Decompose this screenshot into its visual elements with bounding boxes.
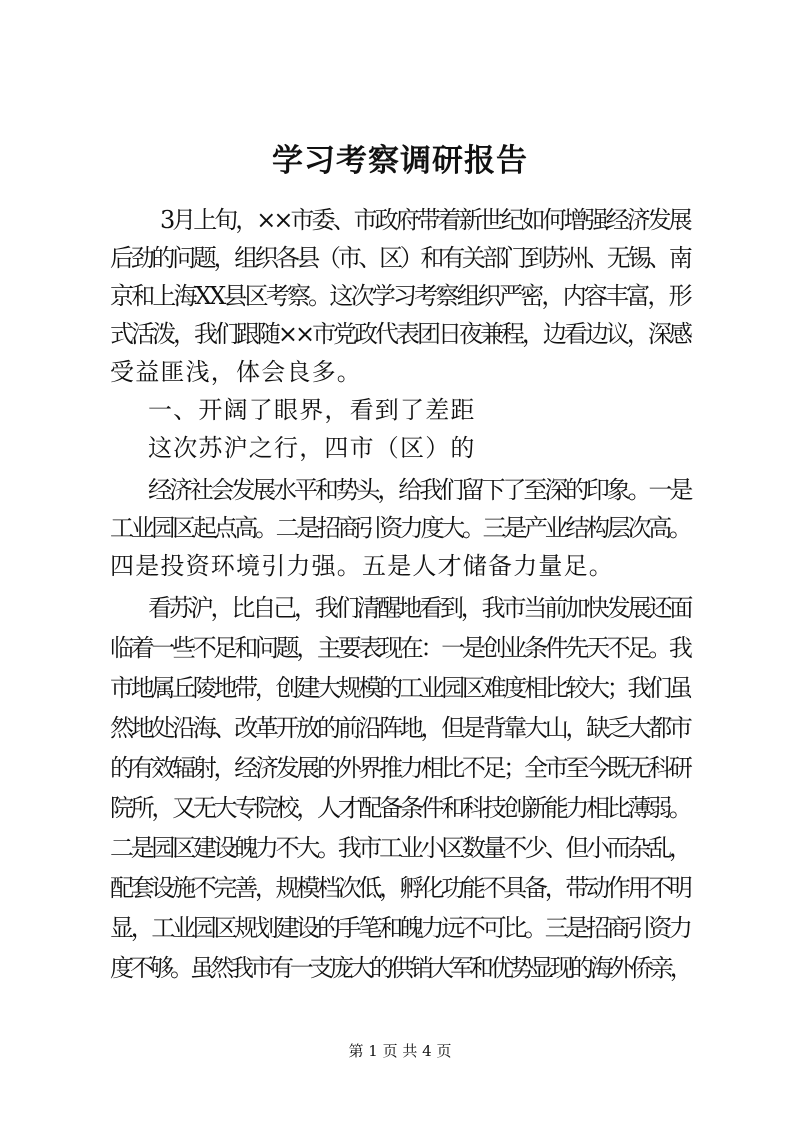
paragraph-line: 度不够。虽然我市有一支庞大的供销大军和优势显现的海外侨亲， [110, 954, 690, 982]
paragraph-line: 这次苏沪之行，四市（区）的 [148, 434, 476, 462]
section-heading: 一、开阔了眼界，看到了差距 [148, 396, 476, 424]
paragraph-line: 式活泼，我们跟随××市党政代表团日夜兼程，边看边议，深感 [110, 320, 690, 348]
paragraph-line: 二是园区建设魄力不大。我市工业小区数量不少、但小而杂乱， [110, 834, 690, 862]
paragraph-line: 配套设施不完善，规模档次低，孵化功能不具备，带动作用不明 [110, 874, 690, 902]
paragraph-line: 看苏沪，比自己，我们清醒地看到，我市当前加快发展还面 [148, 594, 691, 622]
paragraph-line: 后劲的问题，组织各县（市、区）和有关部门到苏州、无锡、南 [110, 244, 690, 272]
paragraph-line: 然地处沿海、改革开放的前沿阵地，但是背靠大山，缺乏大都市 [110, 714, 690, 742]
paragraph-line: 显，工业园区规划建设的手笔和魄力远不可比。三是招商引资力 [110, 914, 690, 942]
paragraph-line: 受益匪浅，体会良多。 [110, 358, 362, 386]
paragraph-line: 京和上海XX县区考察。这次学习考察组织严密，内容丰富，形 [110, 282, 690, 310]
paragraph-line: 3月上旬，××市委、市政府带着新世纪如何增强经济发展 [160, 206, 690, 234]
paragraph-line: 院所，又无大专院校，人才配备条件和科技创新能力相比薄弱。 [110, 794, 690, 822]
paragraph-line: 经济社会发展水平和势头，给我们留下了至深的印象。一是 [148, 476, 691, 504]
document-title: 学习考察调研报告 [272, 143, 528, 179]
paragraph-line: 临着一些不足和问题，主要表现在：一是创业条件先天不足。我 [110, 634, 690, 662]
paragraph-line: 市地属丘陵地带，创建大规模的工业园区难度相比较大；我们虽 [110, 674, 690, 702]
paragraph-line: 工业园区起点高。二是招商引资力度大。三是产业结构层次高。 [110, 514, 690, 542]
page-number-footer: 第 1 页 共 4 页 [348, 1042, 452, 1060]
paragraph-line: 的有效辐射，经济发展的外界推力相比不足；全市至今既无科研 [110, 754, 690, 782]
paragraph-line: 四是投资环境引力强。五是人才储备力量足。 [110, 552, 614, 580]
